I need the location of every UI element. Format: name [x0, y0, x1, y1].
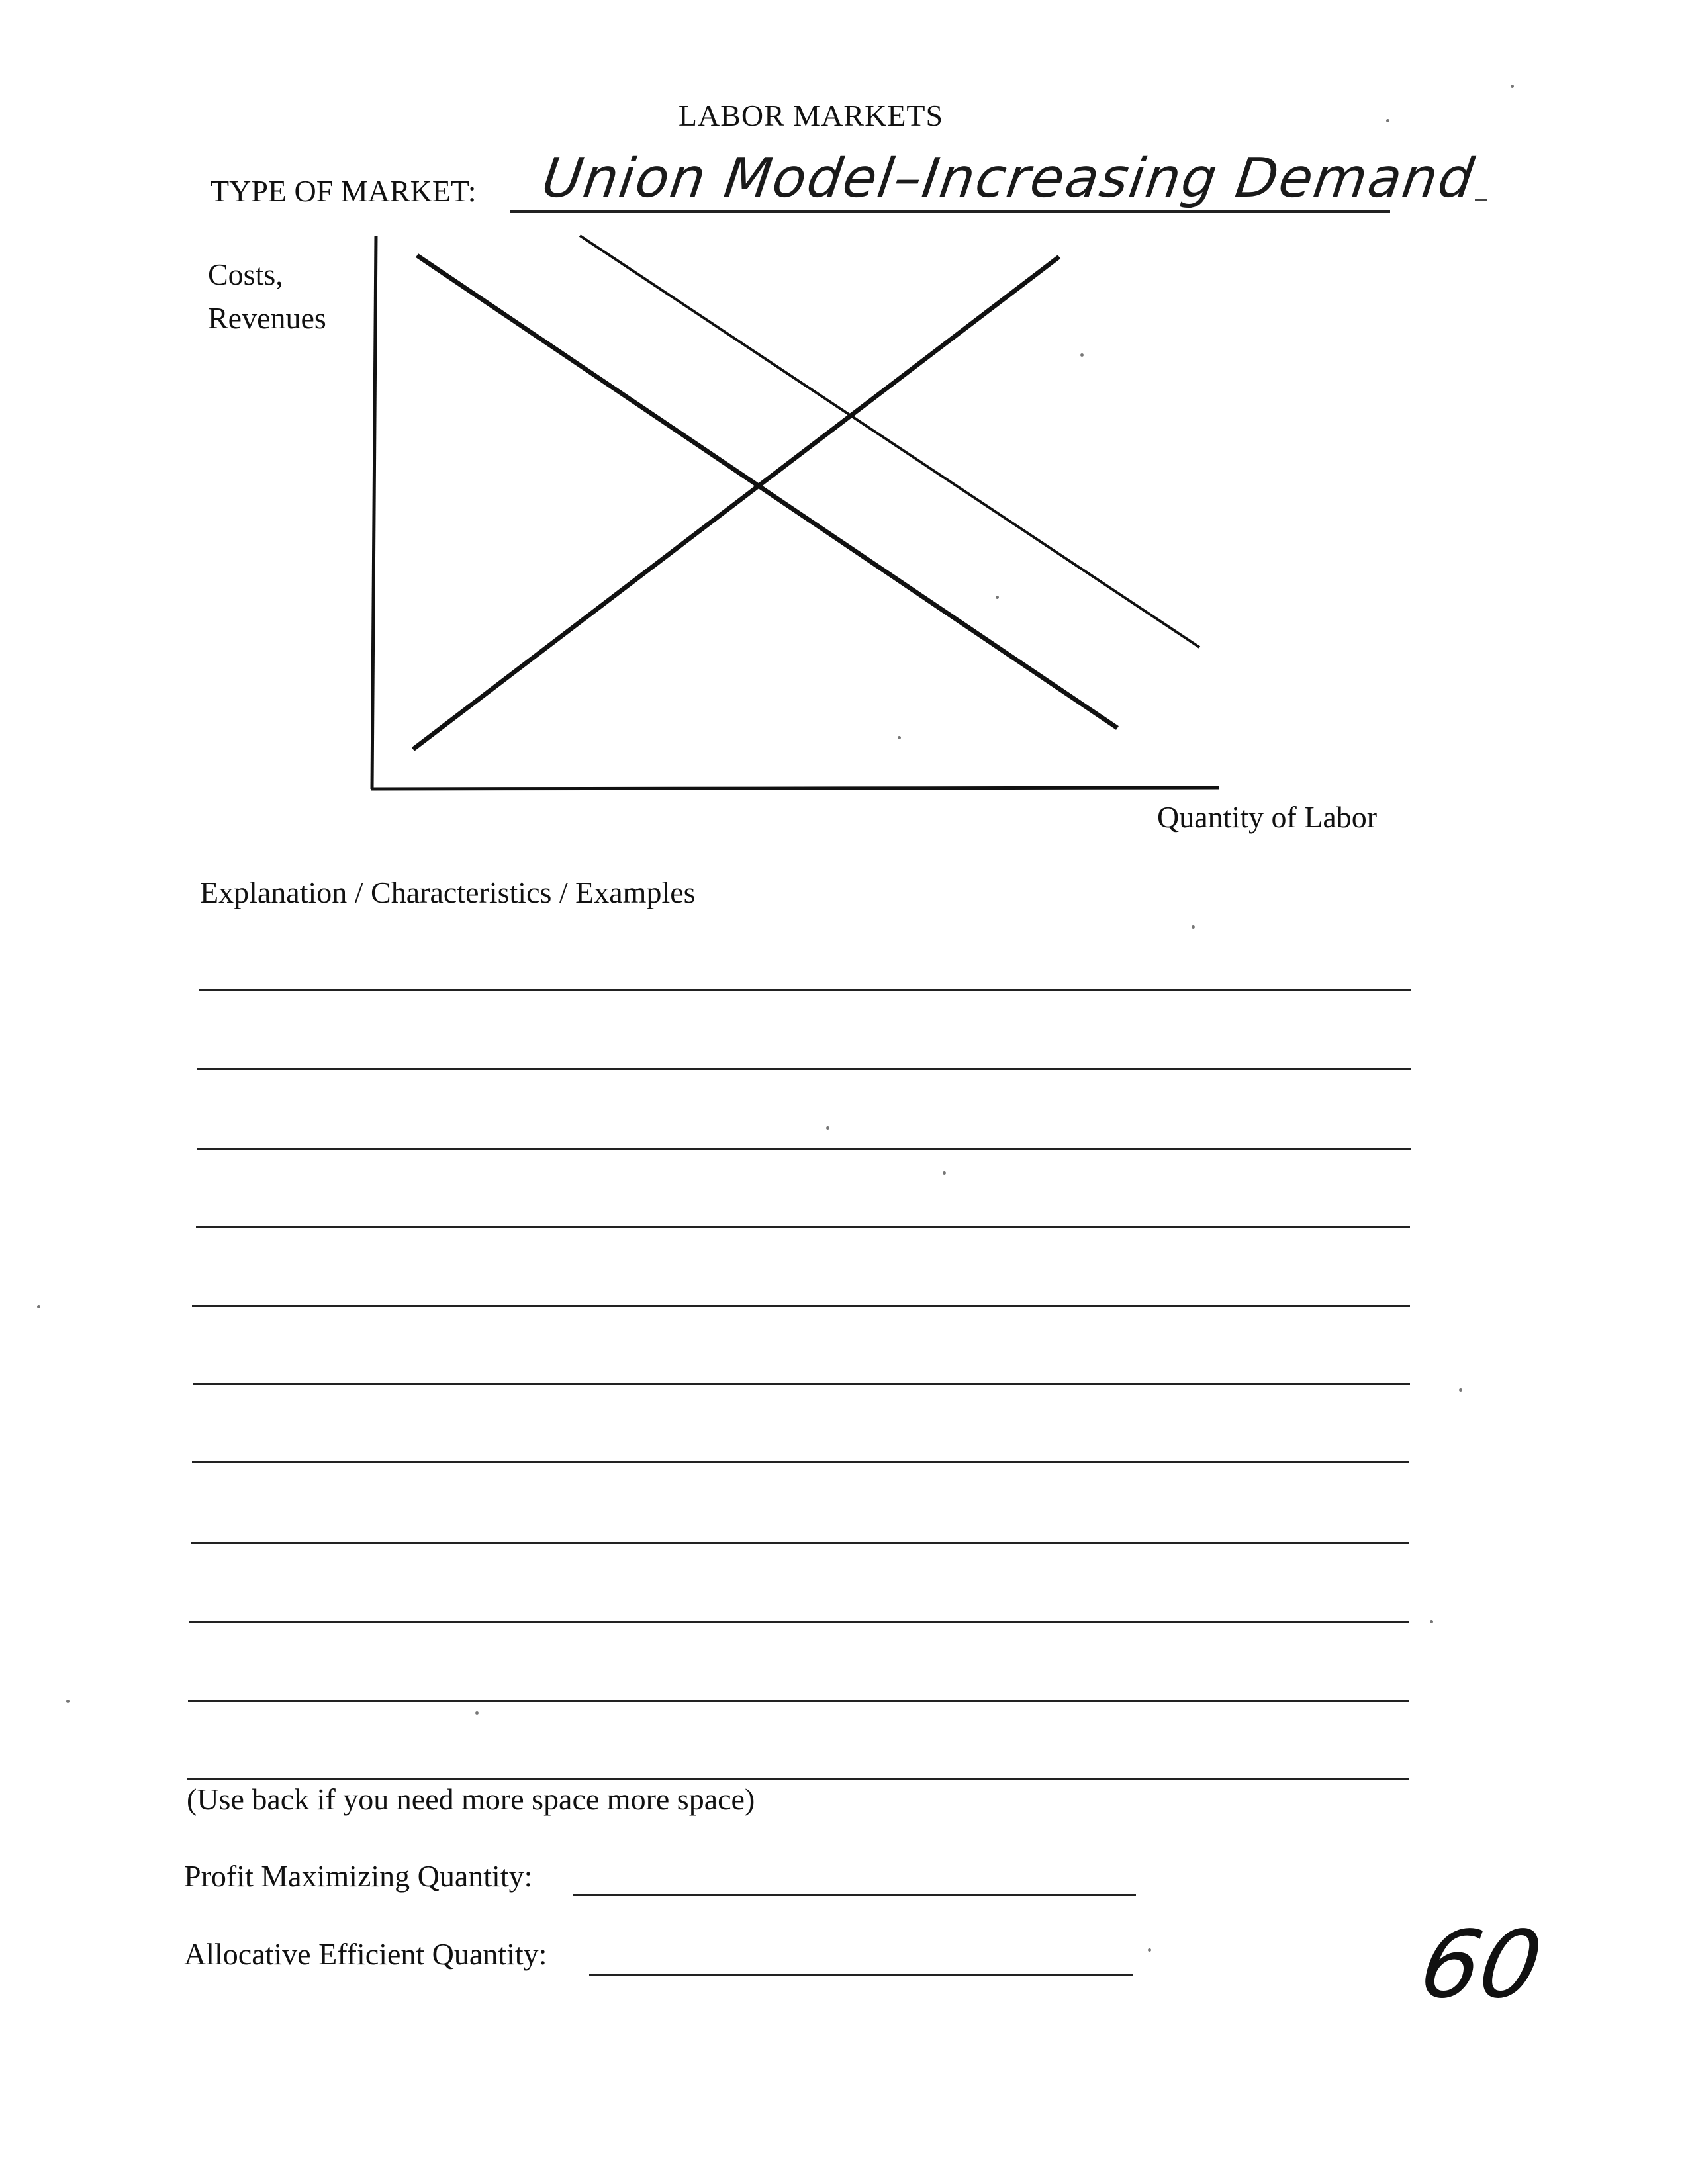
scan-speck [66, 1700, 70, 1703]
writing-line [192, 1461, 1409, 1463]
scan-speck [898, 736, 901, 739]
writing-line [191, 1542, 1409, 1544]
explanation-title: Explanation / Characteristics / Examples [200, 876, 696, 909]
supply-curve [413, 257, 1059, 749]
demand-curve [417, 255, 1117, 728]
scan-speck [475, 1711, 479, 1715]
market-type-value: Union Model–Increasing Demand [538, 147, 1479, 210]
scan-speck [1080, 353, 1084, 357]
increased-demand-curve [580, 236, 1199, 647]
writing-line [199, 989, 1411, 991]
page-title: LABOR MARKETS [678, 99, 944, 132]
allocative-efficient-label: Allocative Efficient Quantity: [184, 1937, 547, 1971]
use-back-note: (Use back if you need more space more space) [187, 1782, 755, 1816]
x-axis [371, 788, 1219, 789]
scan-speck [943, 1171, 946, 1175]
scan-speck [1386, 119, 1389, 122]
writing-line [187, 1778, 1409, 1780]
writing-line [197, 1068, 1411, 1070]
writing-line [196, 1226, 1410, 1228]
handwritten-score: 60 [1412, 1911, 1550, 2019]
writing-line [193, 1383, 1410, 1385]
writing-line [189, 1621, 1409, 1623]
scan-speck [1430, 1620, 1433, 1623]
market-type-label: TYPE OF MARKET: [211, 174, 477, 208]
scan-speck [1192, 925, 1195, 929]
scan-speck [37, 1305, 40, 1308]
scan-speck [1459, 1388, 1462, 1392]
scan-speck [1511, 85, 1514, 88]
writing-line [197, 1148, 1411, 1150]
profit-maximizing-label: Profit Maximizing Quantity: [184, 1859, 533, 1893]
scan-speck [1148, 1948, 1151, 1952]
profit-maximizing-blank[interactable] [573, 1894, 1136, 1896]
allocative-efficient-blank[interactable] [589, 1974, 1133, 1976]
scan-speck [826, 1126, 829, 1130]
y-axis [372, 236, 376, 789]
scan-speck [996, 596, 999, 599]
writing-line [192, 1305, 1410, 1307]
x-axis-label: Quantity of Labor [1157, 800, 1378, 834]
y-axis-label: Costs, Revenues [208, 257, 326, 335]
writing-line [188, 1700, 1409, 1702]
